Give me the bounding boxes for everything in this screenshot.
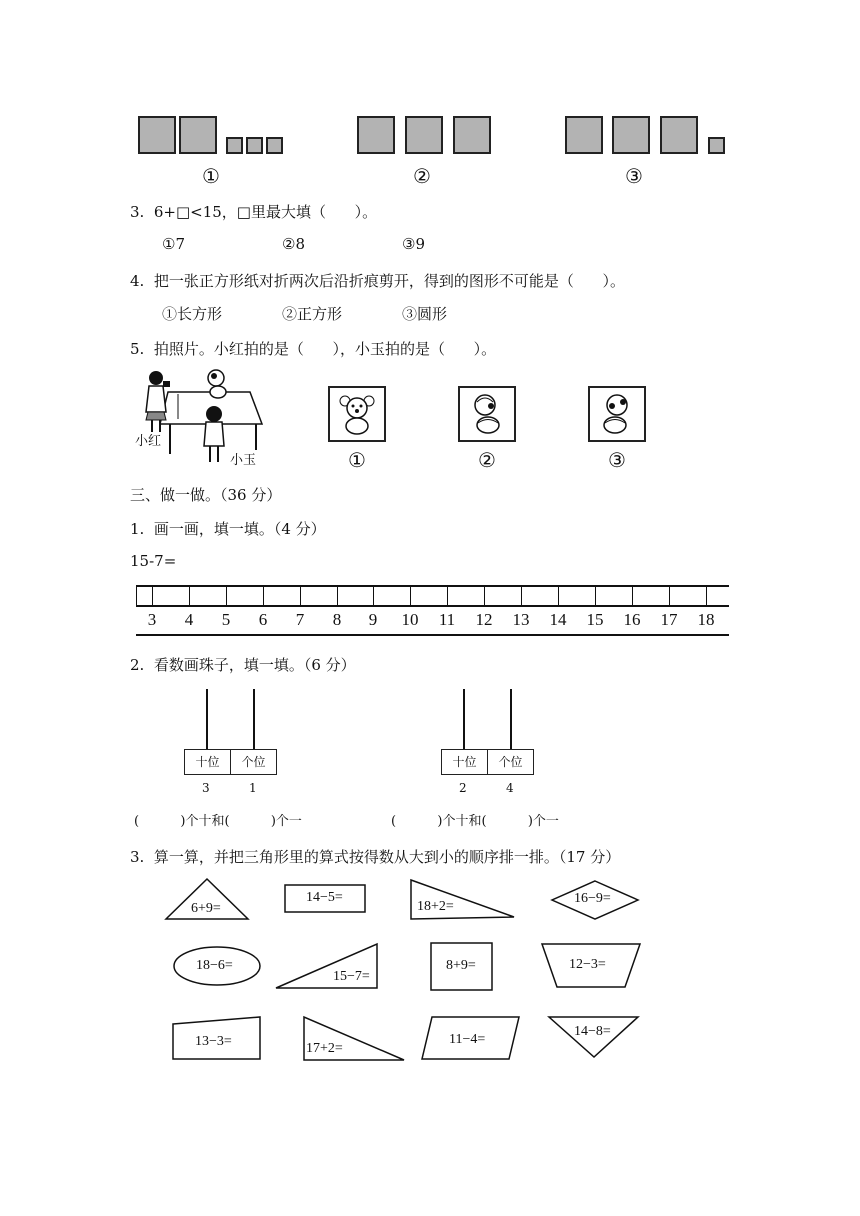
number-line-label: 16 [623, 610, 641, 629]
equation-label: 14−8= [574, 1024, 611, 1039]
label-xiaohong: 小红 [135, 434, 162, 449]
question-4-stem: 4. 把一张正方形纸对折两次后沿折痕剪开，得到的图形不可能是（ ）。 [130, 272, 625, 290]
option-label: ① [348, 448, 366, 472]
question-3-title: 3. 算一算，并把三角形里的算式按得数从大到小的顺序排一排。（17 分） [130, 848, 621, 866]
number-line-label: 10 [401, 610, 419, 629]
equation-label: 18+2= [417, 899, 454, 914]
number-line-label: 9 [368, 610, 378, 629]
option: ①长方形 [162, 305, 223, 323]
ones-label: 个位 [230, 749, 277, 775]
question-1-title: 1. 画一画，填一填。（4 分） [130, 520, 326, 538]
option: ①7 [162, 235, 185, 253]
option: ③9 [402, 235, 425, 253]
equation-label: 17+2= [306, 1041, 343, 1056]
ones-digit: 4 [506, 781, 514, 795]
number-line-label: 15 [586, 610, 604, 629]
expression: 15-7= [130, 552, 177, 570]
equation-label: 16−9= [574, 891, 611, 906]
number-line-label: 14 [549, 610, 567, 629]
question-3-stem: 3. 6+□<15，□里最大填（ ）。 [130, 203, 378, 221]
tens-digit: 3 [202, 781, 210, 795]
tens-label: 十位 [184, 749, 231, 775]
question-5-stem: 5. 拍照片。小红拍的是（ ），小玉拍的是（ ）。 [130, 340, 497, 358]
number-line-label: 12 [475, 610, 493, 629]
option: ②8 [282, 235, 305, 253]
number-line-label: 3 [147, 610, 157, 629]
number-line-label: 17 [660, 610, 678, 629]
tens-digit: 2 [459, 781, 467, 795]
option: ③圆形 [402, 305, 448, 323]
number-line-label: 8 [332, 610, 342, 629]
number-line-label: 13 [512, 610, 530, 629]
equation-label: 14−5= [306, 890, 343, 905]
equation-label: 8+9= [446, 958, 476, 973]
option-label: ③ [608, 448, 626, 472]
number-line-label: 7 [295, 610, 305, 629]
equation-label: 12−3= [569, 957, 606, 972]
ones-digit: 1 [249, 781, 257, 795]
equation-label: 11−4= [449, 1032, 486, 1047]
equation-label: 13−3= [195, 1034, 232, 1049]
option: ②正方形 [282, 305, 343, 323]
number-line-label: 18 [697, 610, 715, 629]
ones-label: 个位 [487, 749, 534, 775]
tens-label: 十位 [441, 749, 488, 775]
number-line-label: 6 [258, 610, 268, 629]
option-label: ① [202, 164, 220, 188]
answer-blank[interactable]: ( )个十和( )个一 [134, 814, 302, 829]
section-title: 三、做一做。（36 分） [130, 486, 282, 504]
question-2-title: 2. 看数画珠子，填一填。（6 分） [130, 656, 356, 674]
label-xiaoyu: 小玉 [230, 453, 257, 468]
number-line-label: 11 [438, 610, 456, 629]
number-line-label: 5 [221, 610, 231, 629]
equation-label: 6+9= [191, 901, 221, 916]
number-line-label: 4 [184, 610, 194, 629]
equation-label: 18−6= [196, 958, 233, 973]
option-label: ② [478, 448, 496, 472]
option-label: ② [413, 164, 431, 188]
equation-label: 15−7= [333, 969, 370, 984]
answer-blank[interactable]: ( )个十和( )个一 [391, 814, 559, 829]
option-label: ③ [625, 164, 643, 188]
